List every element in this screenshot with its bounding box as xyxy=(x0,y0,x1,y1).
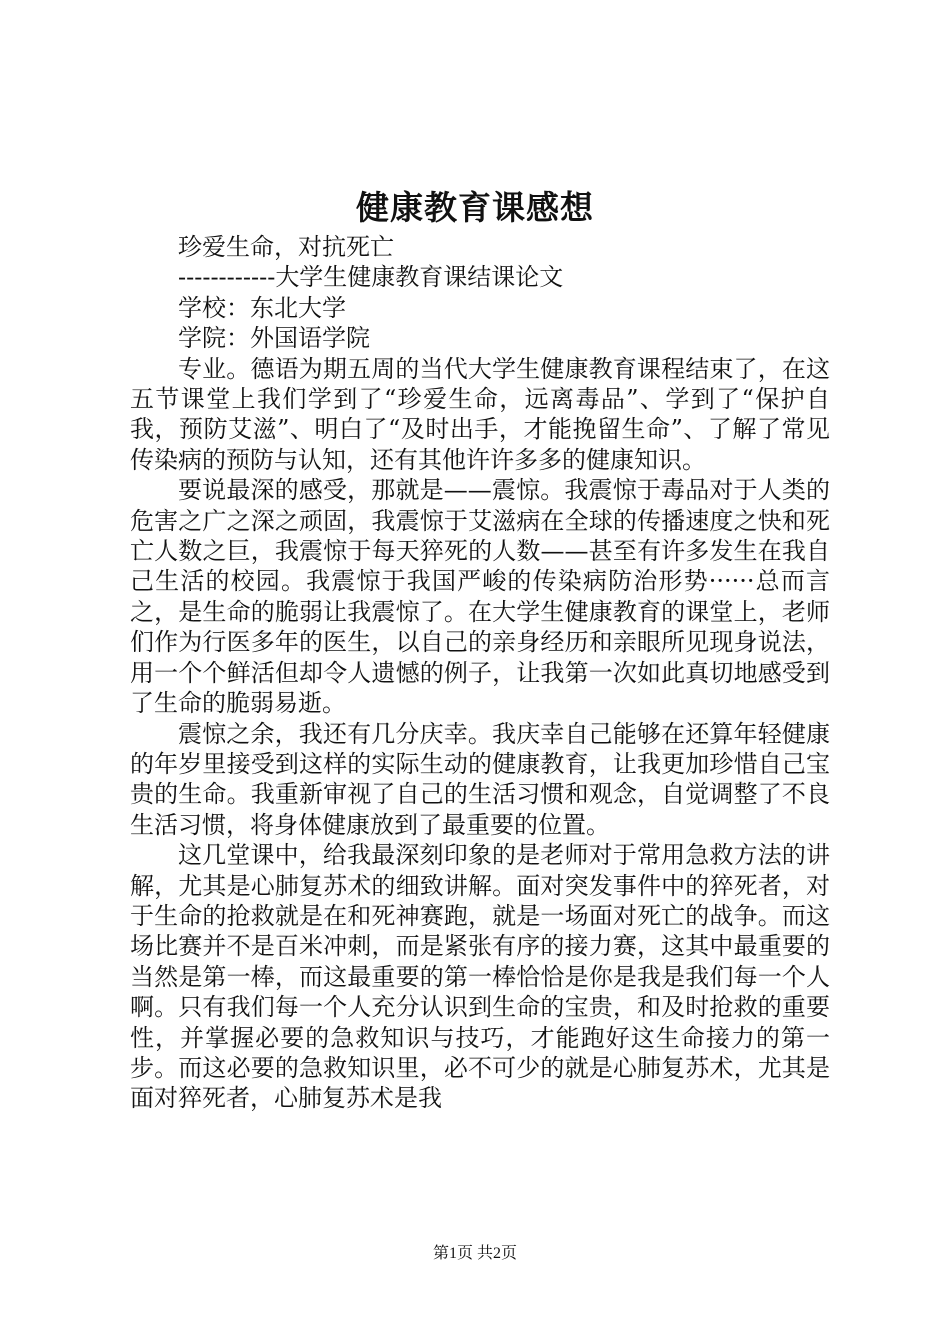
college-line: 学院：外国语学院 xyxy=(178,324,370,353)
page-footer: 第1页 共2页 xyxy=(432,1245,517,1262)
body-paragraph: 震惊之余，我还有几分庆幸。我庆幸自己能够在还算年轻健康的年岁里接受到这样的实际生动的健康教育，让我更加珍惜自己宝贵的生命。我重新审视了自己的生活习惯和观念，自觉调整了不良生活习惯，将身体健康放到了最重要的位置。 xyxy=(130,719,830,839)
school-line: 学校：东北大学 xyxy=(178,293,346,322)
subtitle-course-line: ------------大学生健康教育课结课论文 xyxy=(178,263,564,292)
document-body xyxy=(130,232,830,1114)
body-paragraph: 专业。德语为期五周的当代大学生健康教育课程结束了，在这五节课堂上我们学到了“珍爱生命，远离毒品”、学到了“保护自我，预防艾滋”、明白了“及时出手，才能挽留生命”、了解了常见传染病的预防与认知，还有其他许许多多的健康知识。 xyxy=(130,354,830,474)
body-paragraph: 这几堂课中，给我最深刻印象的是老师对于常用急救方法的讲解，尤其是心肺复苏术的细致讲解。面对突发事件中的猝死者，对于生命的抢救就是在和死神赛跑，就是一场面对死亡的战争。而这场比赛并不是百米冲刺，而是紧张有序的接力赛，这其中最重要的当然是第一棒，而这最重要的第一棒恰恰是你是我是我们每一个人啊。只有我们每一个人充分认识到生命的宝贵，和及时抢救的重要性，并掌握必要的急救知识与技巧，才能跑好这生命接力的第一步。而这必要的急救知识里，必不可少的就是心肺复苏术，尤其是面对猝死者，心肺复苏术是我 xyxy=(130,841,830,1113)
subtitle-line: 珍爱生命，对抗死亡 xyxy=(178,233,394,261)
document-title: 健康教育课感想 xyxy=(356,188,594,227)
body-paragraph: 要说最深的感受，那就是——震惊。我震惊于毒品对于人类的危害之广之深之顽固，我震惊于艾滋病在全球的传播速度之快和死亡人数之巨，我震惊于每天猝死的人数——甚至有许多发生在我自己生活的校园。我震惊于我国严峻的传染病防治形势······总而言之，是生命的脆弱让我震惊了。在大学生健康教育的课堂上，老师们作为行医多年的医生，以自己的亲身经历和亲眼所见现身说法，用一个个鲜活但却令人遗憾的例子，让我第一次如此真切地感受到了生命的脆弱易逝。 xyxy=(130,476,830,718)
